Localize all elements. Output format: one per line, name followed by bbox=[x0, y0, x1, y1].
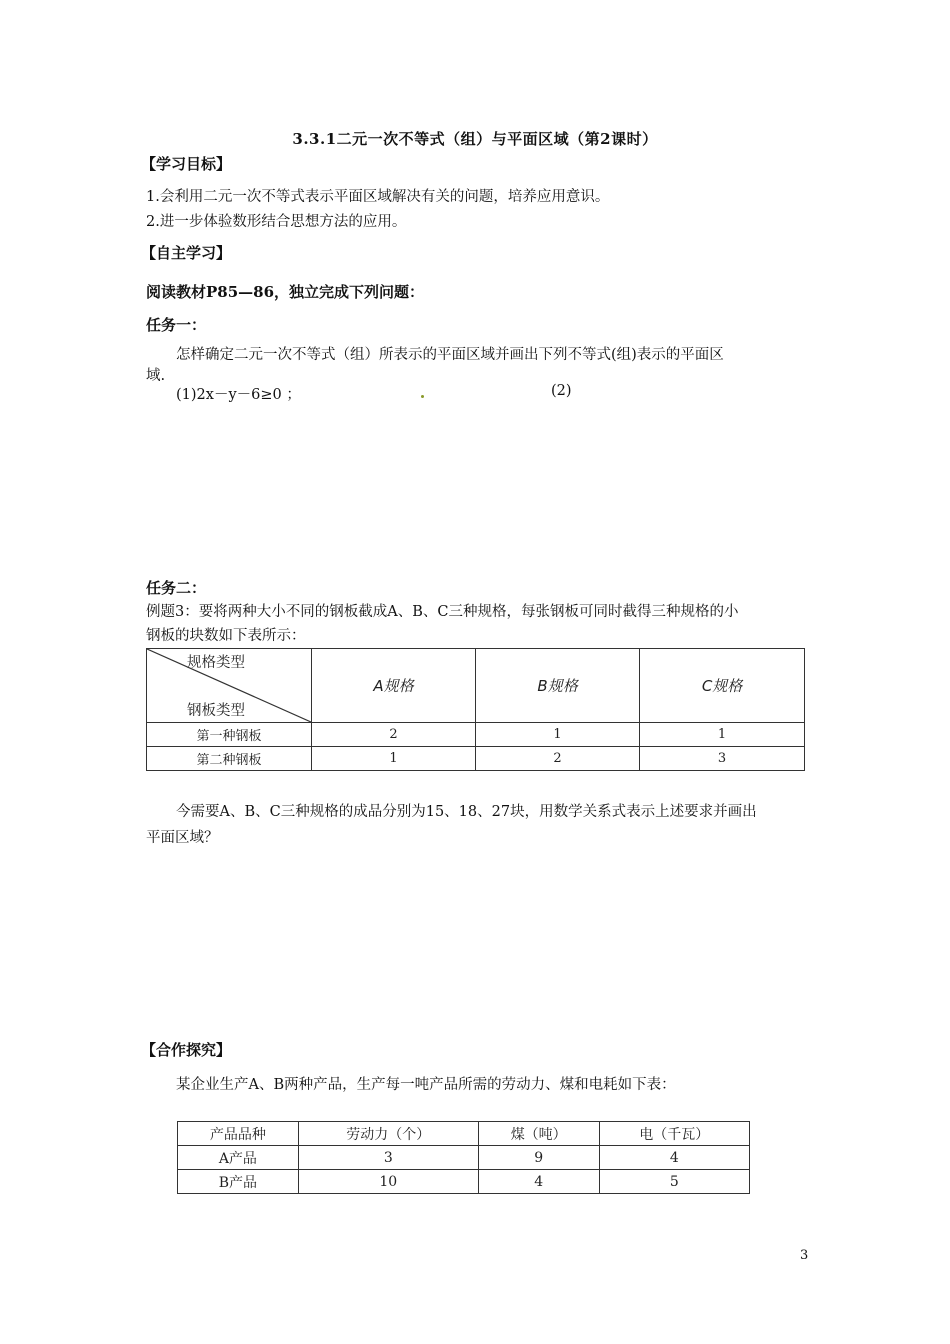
reading-instruction: 阅读教材P85—86，独立完成下列问题： bbox=[146, 283, 425, 301]
table-cell: 9 bbox=[478, 1146, 599, 1170]
column-header: C规格 bbox=[640, 649, 805, 723]
table-row bbox=[147, 747, 805, 771]
table-cell: 2 bbox=[312, 723, 476, 747]
table-cell: 4 bbox=[478, 1170, 599, 1194]
example3-text-cont: 钢板的块数如下表所示： bbox=[146, 628, 306, 644]
product-resource-table bbox=[177, 1121, 750, 1194]
table-cell: 1 bbox=[312, 747, 476, 771]
table-row bbox=[178, 1170, 750, 1194]
question-text-cont: 平面区域？ bbox=[146, 830, 219, 846]
column-header: 电（千瓦） bbox=[599, 1122, 749, 1146]
page-title: 3.3.1二元一次不等式（组）与平面区域（第2课时） bbox=[292, 130, 658, 148]
self-study-heading: 【自主学习】 bbox=[141, 244, 232, 262]
table-header-row bbox=[178, 1122, 750, 1146]
goals-heading: 【学习目标】 bbox=[141, 155, 232, 173]
column-header: B规格 bbox=[476, 649, 640, 723]
table-row bbox=[178, 1146, 750, 1170]
coop-text: 某企业生产A、B两种产品，生产每一吨产品所需的劳动力、煤和电耗如下表： bbox=[176, 1077, 676, 1093]
question-text: 今需要A、B、C三种规格的成品分别为15、18、27块，用数学关系式表示上述要求并画出 bbox=[176, 804, 757, 820]
task1-heading: 任务一： bbox=[146, 316, 207, 334]
task1-text: 怎样确定二元一次不等式（组）所表示的平面区域并画出下列不等式(组)表示的平面区 bbox=[176, 347, 724, 363]
coop-heading: 【合作探究】 bbox=[141, 1041, 232, 1059]
task1-item-2: (2) bbox=[551, 383, 572, 399]
table-cell: 3 bbox=[298, 1146, 478, 1170]
table-cell: 2 bbox=[476, 747, 640, 771]
page-number: 3 bbox=[800, 1248, 809, 1263]
table-cell: 10 bbox=[298, 1170, 478, 1194]
decorative-dot bbox=[421, 395, 424, 398]
column-header: 产品品种 bbox=[178, 1122, 299, 1146]
table-cell: 1 bbox=[476, 723, 640, 747]
steel-plate-table bbox=[146, 648, 805, 771]
column-header: 劳动力（个） bbox=[298, 1122, 478, 1146]
corner-bottom-label: 钢板类型 bbox=[187, 703, 245, 719]
row-label: 第一种钢板 bbox=[147, 723, 312, 747]
column-header: 煤（吨） bbox=[478, 1122, 599, 1146]
task2-heading: 任务二： bbox=[146, 579, 207, 597]
task1-text-cont: 域. bbox=[146, 368, 166, 384]
goal-2: 2.进一步体验数形结合思想方法的应用。 bbox=[146, 214, 407, 230]
table-row bbox=[147, 723, 805, 747]
table-corner-cell bbox=[147, 649, 312, 723]
table-cell: 3 bbox=[640, 747, 805, 771]
row-label: B产品 bbox=[178, 1170, 299, 1194]
row-label: A产品 bbox=[178, 1146, 299, 1170]
table-cell: 4 bbox=[599, 1146, 749, 1170]
table-cell: 1 bbox=[640, 723, 805, 747]
corner-top-label: 规格类型 bbox=[187, 655, 245, 671]
row-label: 第二种钢板 bbox=[147, 747, 312, 771]
example3-text: 例题3：要将两种大小不同的钢板截成A、B、C三种规格，每张钢板可同时截得三种规格的小 bbox=[146, 604, 739, 620]
task1-item-1: (1)2x－y－6≥0 ； bbox=[176, 387, 301, 403]
table-cell: 5 bbox=[599, 1170, 749, 1194]
column-header: A规格 bbox=[312, 649, 476, 723]
goal-1: 1.会利用二元一次不等式表示平面区域解决有关的问题，培养应用意识。 bbox=[146, 189, 610, 205]
